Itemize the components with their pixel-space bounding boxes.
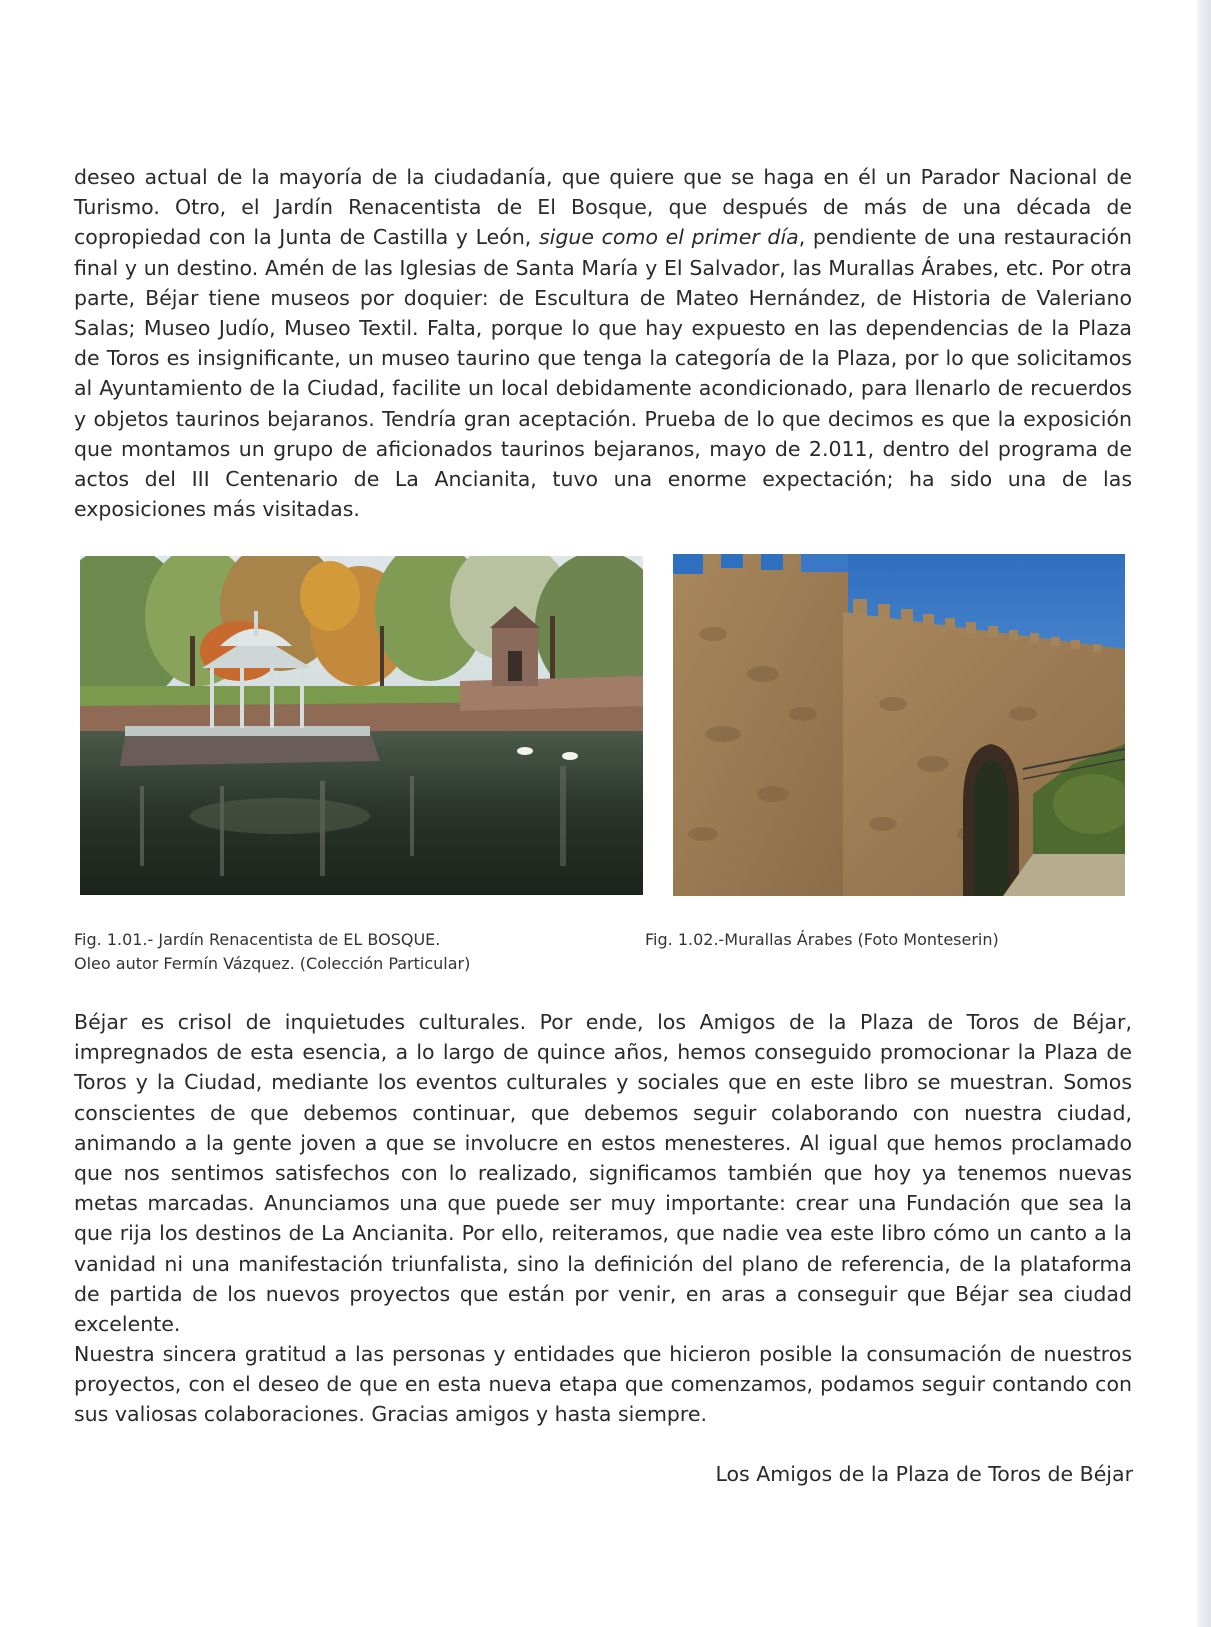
body-paragraph-3: Nuestra sincera gratitud a las personas y entidades que hicieron posible la consumación de nuestros proyectos, con el deseo de que en esta nueva etapa que comenzamos, podamos seguir contando con sus valiosas colaboraciones. Gracias amigos y hasta siempre. [74, 1342, 1132, 1427]
figure-1-caption [74, 928, 470, 976]
figure-2-caption-line-1: Fig. 1.02.-Murallas Árabes (Foto Monteserin) [645, 930, 999, 949]
figure-1-caption-line-1: Fig. 1.01.- Jardín Renacentista de EL BOSQUE. [74, 930, 441, 949]
garden-painting-image [80, 556, 643, 895]
walls-photo-image [673, 554, 1125, 896]
figure-jardin-renacentista-painting [80, 556, 643, 895]
figure-2-caption [645, 928, 999, 952]
page-edge-shadow [1197, 0, 1211, 1627]
signature: Los Amigos de la Plaza de Toros de Béjar [715, 1462, 1133, 1486]
body-paragraph-1 [74, 162, 1132, 524]
body-paragraph-2: Béjar es crisol de inquietudes culturales. Por ende, los Amigos de la Plaza de Toros de Béjar, impregnados de esta esencia, a lo largo de quince años, hemos conseguido promocionar la Plaza de Toros y la Ciudad, mediante los eventos culturales y sociales que en este libro se muestran. Somos conscientes de que debemos continuar, que debemos seguir colaborando con nuestra ciudad, animando a la gente joven a que se involucre en estos menesteres. Al igual que hemos proclamado que nos sentimos satisfechos con lo realizado, significamos también que hoy ya tenemos nuevas metas marcadas. Anunciamos una que puede ser muy importante: crear una Fundación que sea la que rija los destinos de La Ancianita. Por ello, reiteramos, que nadie vea este libro cómo un canto a la vanidad ni una manifestación triunfalista, sino la definición del plano de referencia, de la plataforma de partida de los nuevos proyectos que están por venir, en aras a conseguir que Béjar sea ciudad excelente. [74, 1010, 1132, 1337]
paragraph-1-italic-phrase: sigue como el primer día [539, 225, 799, 250]
paragraph-1-text-a: deseo actual de la mayoría de la ciudadanía, que quiere que se haga en él un Parador Nacional de Turismo. Otro, el Jardín Renacentista de El Bosque, que después de más de una década de copropiedad con la Junta de Castilla y León, [74, 165, 1132, 250]
figure-1-caption-line-2: Oleo autor Fermín Vázquez. (Colección Particular) [74, 954, 471, 973]
paragraph-1-text-b: , pendiente de una restauración final y un destino. Amén de las Iglesias de Santa María y El Salvador, las Murallas Árabes, etc. Por otra parte, Béjar tiene museos por doquier: de Escultura de Mateo Hernández, de Historia de Valeriano Salas; Museo Judío, Museo Textil. Falta, porque lo que hay expuesto en las dependencias de la Plaza de Toros es insignificante, un museo taurino que tenga la categoría de la Plaza, por lo que solicitamos al Ayuntamiento de la Ciudad, facilite un local debidamente acondicionado, para llenarlo de recuerdos y objetos taurinos bejaranos. Tendría gran aceptación. Prueba de lo que decimos es que la exposición que montamos un grupo de aficionados taurinos bejaranos, mayo de 2.011, dentro del programa de actos del III Centenario de La Ancianita, tuvo una enorme expectación; ha sido una de las exposiciones más visitadas. [74, 225, 1132, 522]
figure-murallas-arabes-photo [673, 554, 1125, 896]
